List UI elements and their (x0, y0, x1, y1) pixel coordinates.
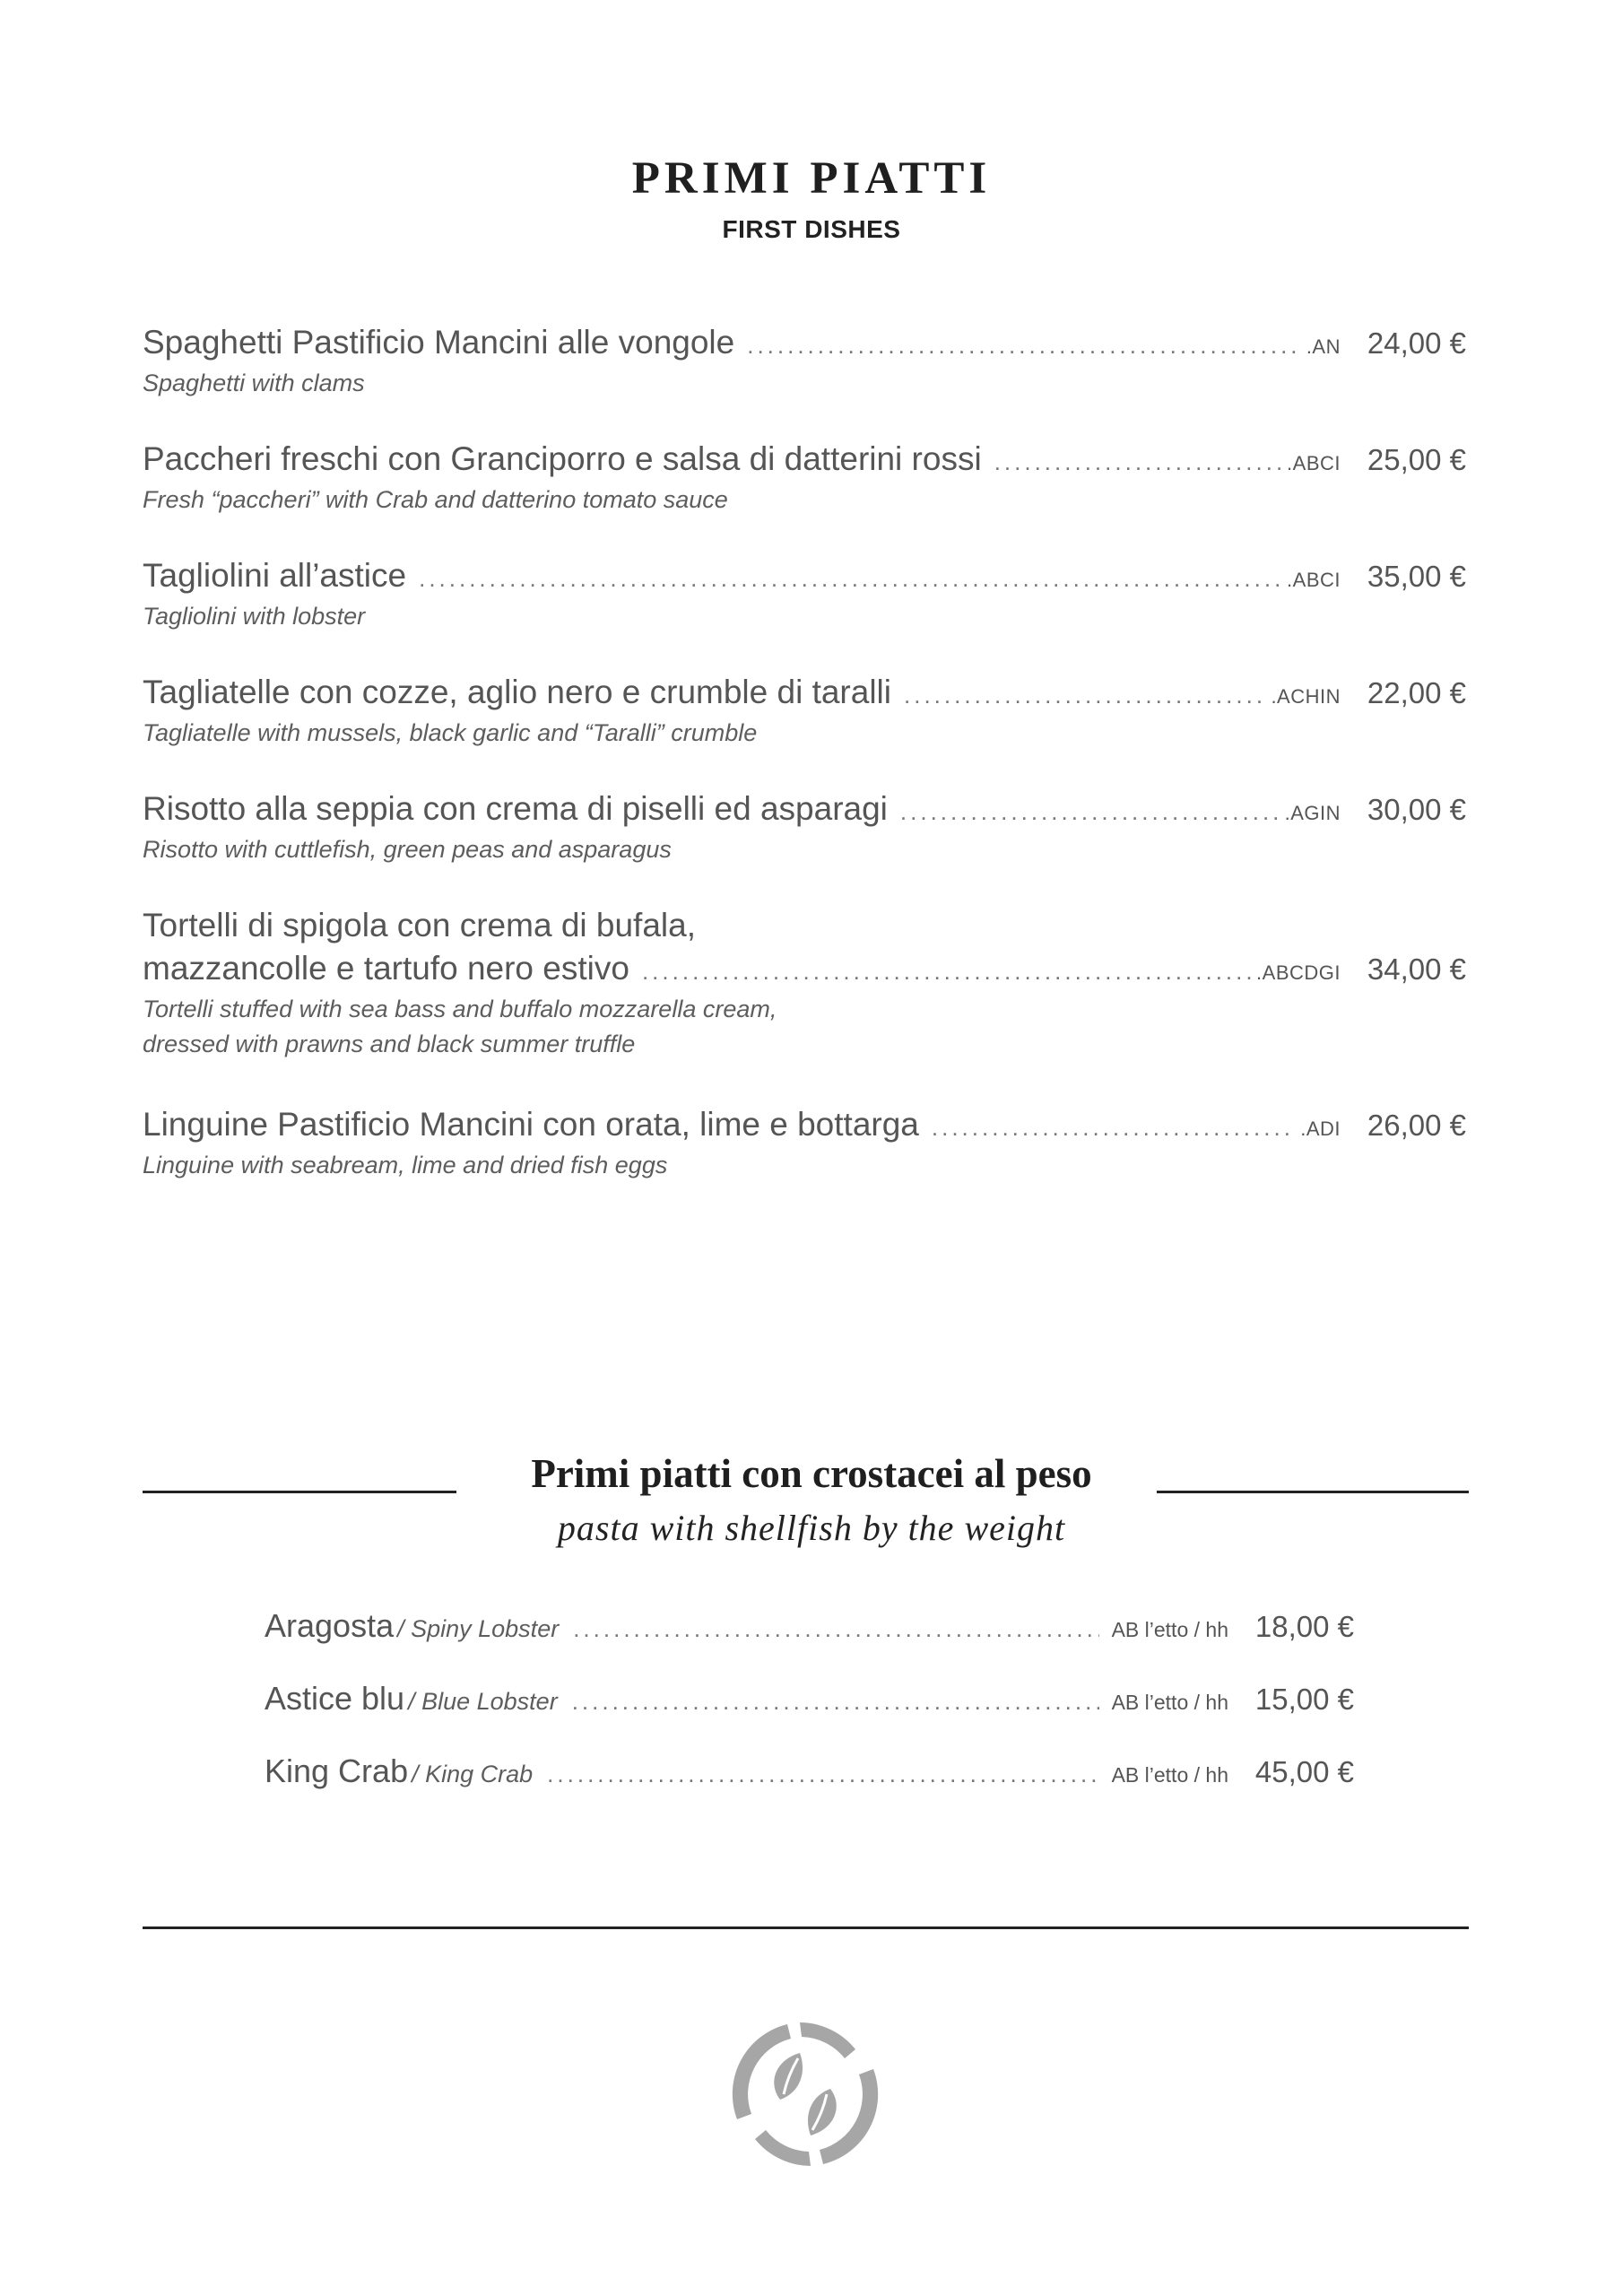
allergen-codes: .ABCDGI (1256, 961, 1341, 985)
section-title: Primi piatti con crostacei al peso (531, 1451, 1092, 1496)
leader-dots (547, 1761, 1098, 1788)
dish-price: 25,00 € (1367, 443, 1466, 476)
dish-name: Spaghetti Pastificio Mancini alle vongole (143, 324, 735, 361)
dish-translation: dressed with prawns and black summer truffle (143, 1031, 636, 1058)
dish-price: 34,00 € (1367, 952, 1466, 987)
shellfish-translation: / King Crab (412, 1761, 534, 1787)
dish-name: mazzancolle e tartufo nero estivo (143, 950, 629, 987)
shellfish-price: 18,00 € (1254, 1610, 1354, 1643)
shellfish-name: Aragosta (265, 1607, 395, 1644)
dish-name-first-line: Tortelli di spigola con crema di bufala, (143, 907, 696, 944)
dish-translation: Linguine with seabream, lime and dried fish eggs (143, 1152, 668, 1179)
dish-price: 22,00 € (1367, 676, 1466, 709)
leader-dots (573, 1615, 1098, 1643)
shellfish-translation: / Blue Lobster (408, 1688, 558, 1715)
dish-translation-first-line: Tortelli stuffed with sea bass and buffalo mozzarella cream, (143, 996, 777, 1023)
shellfish-name: King Crab (265, 1752, 409, 1789)
price-unit: AB l’etto / hh (1111, 1763, 1228, 1787)
leader-dots (642, 957, 1251, 987)
leader-dots (572, 1688, 1099, 1716)
allergen-codes: .AN (1306, 335, 1341, 358)
allergen-codes: .AGIN (1284, 802, 1341, 824)
section-subtitle: pasta with shellfish by the weight (557, 1508, 1066, 1548)
shellfish-item (265, 1680, 1354, 1718)
page-subtitle: FIRST DISHES (722, 215, 901, 243)
allergen-codes: .ADI (1300, 1118, 1341, 1140)
price-unit: AB l’etto / hh (1111, 1618, 1228, 1641)
dish-name: Linguine Pastificio Mancini con orata, lime e bottarga (143, 1106, 919, 1143)
shellfish-item (265, 1607, 1354, 1645)
menu-item (143, 1103, 1466, 1183)
dish-translation: Spaghetti with clams (143, 370, 365, 397)
leaf-circle-logo-icon (725, 2013, 886, 2175)
price-unit: AB l’etto / hh (1111, 1691, 1228, 1714)
menu-item (143, 438, 1466, 517)
dish-translation: Tagliolini with lobster (143, 603, 366, 631)
shellfish-name: Astice blu (265, 1680, 405, 1717)
dish-translation: Fresh “paccheri” with Crab and datterino tomato sauce (143, 486, 728, 514)
menu-item (143, 904, 1466, 1062)
leader-dots (994, 448, 1281, 478)
dish-price: 26,00 € (1367, 1109, 1466, 1142)
allergen-codes: .ACHIN (1271, 685, 1341, 708)
dish-name: Tagliatelle con cozze, aglio nero e crumble di taralli (143, 674, 891, 710)
leader-dots (904, 681, 1265, 711)
leader-dots (747, 331, 1301, 361)
footer-rule (143, 1926, 1469, 1929)
menu-item (143, 671, 1466, 751)
leader-dots (900, 797, 1280, 828)
shellfish-translation: / Spiny Lobster (397, 1615, 560, 1642)
dish-name: Tagliolini all’astice (143, 557, 407, 594)
menu-item (143, 787, 1466, 867)
leader-dots (932, 1113, 1295, 1144)
dish-price: 35,00 € (1367, 560, 1466, 593)
allergen-codes: .ABCI (1287, 569, 1341, 591)
dish-price: 30,00 € (1367, 793, 1466, 826)
allergen-codes: .ABCI (1287, 452, 1341, 474)
dish-price: 24,00 € (1367, 326, 1466, 360)
shellfish-price: 45,00 € (1254, 1755, 1354, 1788)
dish-translation: Risotto with cuttlefish, green peas and asparagus (143, 836, 672, 864)
menu-item (143, 554, 1466, 634)
page-title: PRIMI PIATTI (631, 153, 992, 204)
shellfish-price: 15,00 € (1254, 1683, 1354, 1716)
leader-dots (419, 564, 1281, 595)
dish-translation: Tagliatelle with mussels, black garlic and “Taralli” crumble (143, 719, 758, 747)
dish-name: Risotto alla seppia con crema di piselli ed asparagi (143, 790, 888, 827)
dish-name: Paccheri freschi con Granciporro e salsa di datterini rossi (143, 440, 982, 477)
menu-item (143, 321, 1466, 401)
shellfish-item (265, 1752, 1354, 1790)
